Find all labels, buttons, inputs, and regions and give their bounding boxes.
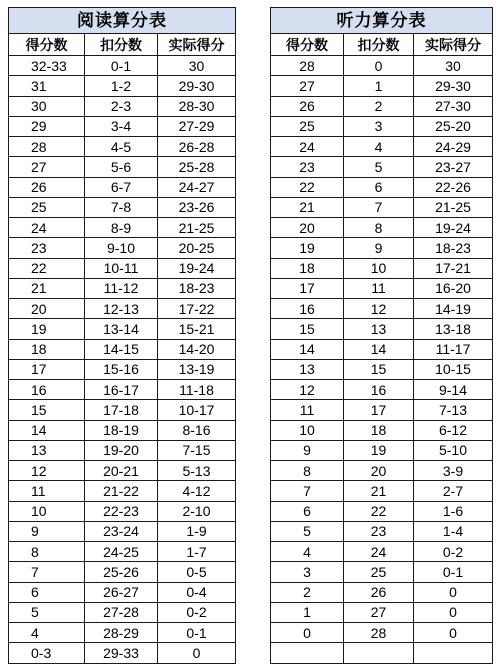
actual-score-cell: 1-7 xyxy=(158,542,236,562)
raw-score-cell: 12 xyxy=(271,380,344,400)
table-row xyxy=(9,623,236,643)
table-row xyxy=(9,218,236,238)
actual-score-cell: 10-15 xyxy=(414,359,493,379)
actual-score-cell: 0-1 xyxy=(158,623,236,643)
table-row xyxy=(271,238,493,258)
actual-score-cell: 1-9 xyxy=(158,521,236,541)
actual-score-cell: 27-29 xyxy=(158,116,236,136)
table-row xyxy=(271,400,493,420)
actual-score-cell: 7-15 xyxy=(158,440,236,460)
deduction-cell: 9-10 xyxy=(85,238,158,258)
table-row xyxy=(271,420,493,440)
raw-score-cell: 22 xyxy=(271,177,344,197)
deduction-cell: 26-27 xyxy=(85,582,158,602)
raw-score-cell: 19 xyxy=(9,319,85,339)
reading-header-actual: 实际得分 xyxy=(158,34,236,56)
raw-score-cell: 6 xyxy=(9,582,85,602)
table-row xyxy=(9,380,236,400)
table-row xyxy=(271,299,493,319)
deduction-cell: 20 xyxy=(344,461,414,481)
raw-score-cell: 26 xyxy=(271,96,344,116)
actual-score-cell: 7-13 xyxy=(414,400,493,420)
raw-score-cell: 6 xyxy=(271,501,344,521)
raw-score-cell: 5 xyxy=(9,602,85,622)
raw-score-cell: 15 xyxy=(271,319,344,339)
raw-score-cell: 17 xyxy=(9,359,85,379)
actual-score-cell: 13-18 xyxy=(414,319,493,339)
actual-score-cell: 23-26 xyxy=(158,197,236,217)
table-row xyxy=(271,440,493,460)
table-row xyxy=(271,56,493,76)
table-row xyxy=(9,542,236,562)
actual-score-cell: 2-7 xyxy=(414,481,493,501)
deduction-cell: 27-28 xyxy=(85,602,158,622)
table-row xyxy=(271,76,493,96)
table-row xyxy=(271,461,493,481)
actual-score-cell: 10-17 xyxy=(158,400,236,420)
actual-score-cell: 26-28 xyxy=(158,137,236,157)
table-row xyxy=(271,643,493,663)
deduction-cell: 25 xyxy=(344,562,414,582)
table-row xyxy=(271,602,493,622)
deduction-cell: 11-12 xyxy=(85,278,158,298)
raw-score-cell: 23 xyxy=(9,238,85,258)
deduction-cell: 13 xyxy=(344,319,414,339)
deduction-cell: 5-6 xyxy=(85,157,158,177)
table-row xyxy=(271,359,493,379)
deduction-cell: 8 xyxy=(344,218,414,238)
table-row xyxy=(9,501,236,521)
deduction-cell: 10-11 xyxy=(85,258,158,278)
deduction-cell: 8-9 xyxy=(85,218,158,238)
table-row xyxy=(271,278,493,298)
raw-score-cell: 3 xyxy=(271,562,344,582)
table-row xyxy=(271,481,493,501)
actual-score-cell: 13-19 xyxy=(158,359,236,379)
raw-score-cell: 30 xyxy=(9,96,85,116)
raw-score-cell: 19 xyxy=(271,238,344,258)
deduction-cell: 21 xyxy=(344,481,414,501)
deduction-cell: 11 xyxy=(344,278,414,298)
raw-score-cell: 4 xyxy=(271,542,344,562)
deduction-cell: 3-4 xyxy=(85,116,158,136)
deduction-cell: 6-7 xyxy=(85,177,158,197)
actual-score-cell: 3-9 xyxy=(414,461,493,481)
actual-score-cell: 6-12 xyxy=(414,420,493,440)
actual-score-cell: 14-19 xyxy=(414,299,493,319)
table-row xyxy=(9,278,236,298)
deduction-cell: 24-25 xyxy=(85,542,158,562)
actual-score-cell: 23-27 xyxy=(414,157,493,177)
deduction-cell: 25-26 xyxy=(85,562,158,582)
raw-score-cell: 29 xyxy=(9,116,85,136)
deduction-cell: 7-8 xyxy=(85,197,158,217)
raw-score-cell: 12 xyxy=(9,461,85,481)
listening-header-raw: 得分数 xyxy=(271,34,344,56)
raw-score-cell: 5 xyxy=(271,521,344,541)
deduction-cell: 29-33 xyxy=(85,643,158,663)
actual-score-cell: 20-25 xyxy=(158,238,236,258)
raw-score-cell: 27 xyxy=(271,76,344,96)
actual-score-cell: 30 xyxy=(414,56,493,76)
table-row xyxy=(271,339,493,359)
actual-score-cell: 28-30 xyxy=(158,96,236,116)
table-row xyxy=(9,157,236,177)
raw-score-cell: 28 xyxy=(9,137,85,157)
listening-header-row xyxy=(271,34,493,56)
raw-score-cell: 21 xyxy=(271,197,344,217)
actual-score-cell: 18-23 xyxy=(158,278,236,298)
raw-score-cell: 8 xyxy=(271,461,344,481)
table-row xyxy=(271,116,493,136)
actual-score-cell: 21-25 xyxy=(158,218,236,238)
table-row xyxy=(9,481,236,501)
table-row xyxy=(271,521,493,541)
deduction-cell: 15-16 xyxy=(85,359,158,379)
raw-score-cell: 7 xyxy=(9,562,85,582)
actual-score-cell: 0-2 xyxy=(158,602,236,622)
raw-score-cell: 18 xyxy=(271,258,344,278)
table-row xyxy=(271,623,493,643)
table-row xyxy=(271,137,493,157)
raw-score-cell: 23 xyxy=(271,157,344,177)
table-row xyxy=(271,177,493,197)
table-row xyxy=(9,177,236,197)
deduction-cell: 17 xyxy=(344,400,414,420)
listening-score-table xyxy=(270,7,493,664)
actual-score-cell: 0 xyxy=(414,582,493,602)
raw-score-cell: 14 xyxy=(271,339,344,359)
deduction-cell: 22 xyxy=(344,501,414,521)
table-row xyxy=(9,299,236,319)
raw-score-cell: 1 xyxy=(271,602,344,622)
table-row xyxy=(271,96,493,116)
actual-score-cell: 8-16 xyxy=(158,420,236,440)
deduction-cell: 20-21 xyxy=(85,461,158,481)
actual-score-cell: 22-26 xyxy=(414,177,493,197)
listening-title-row xyxy=(271,8,493,34)
raw-score-cell: 7 xyxy=(271,481,344,501)
raw-score-cell: 10 xyxy=(271,420,344,440)
table-row xyxy=(9,137,236,157)
raw-score-cell: 11 xyxy=(9,481,85,501)
deduction-cell: 23 xyxy=(344,521,414,541)
reading-score-table xyxy=(8,7,236,664)
table-row xyxy=(271,562,493,582)
deduction-cell: 26 xyxy=(344,582,414,602)
raw-score-cell: 0-3 xyxy=(9,643,85,663)
reading-header-row xyxy=(9,34,236,56)
reading-table-body xyxy=(9,56,236,664)
deduction-cell: 4-5 xyxy=(85,137,158,157)
deduction-cell: 18-19 xyxy=(85,420,158,440)
actual-score-cell: 30 xyxy=(158,56,236,76)
table-row xyxy=(9,56,236,76)
raw-score-cell: 25 xyxy=(9,197,85,217)
deduction-cell: 10 xyxy=(344,258,414,278)
table-row xyxy=(9,643,236,663)
actual-score-cell: 0-4 xyxy=(158,582,236,602)
raw-score-cell: 20 xyxy=(271,218,344,238)
raw-score-cell: 14 xyxy=(9,420,85,440)
raw-score-cell: 31 xyxy=(9,76,85,96)
table-row xyxy=(9,339,236,359)
table-row xyxy=(9,562,236,582)
deduction-cell: 2 xyxy=(344,96,414,116)
raw-score-cell: 13 xyxy=(9,440,85,460)
raw-score-cell: 20 xyxy=(9,299,85,319)
deduction-cell: 12-13 xyxy=(85,299,158,319)
table-row xyxy=(9,582,236,602)
deduction-cell: 14-15 xyxy=(85,339,158,359)
deduction-cell: 4 xyxy=(344,137,414,157)
deduction-cell: 3 xyxy=(344,116,414,136)
actual-score-cell: 17-22 xyxy=(158,299,236,319)
deduction-cell: 14 xyxy=(344,339,414,359)
deduction-cell: 1 xyxy=(344,76,414,96)
table-row xyxy=(9,461,236,481)
actual-score-cell: 27-30 xyxy=(414,96,493,116)
actual-score-cell: 17-21 xyxy=(414,258,493,278)
table-row xyxy=(9,319,236,339)
table-row xyxy=(9,116,236,136)
raw-score-cell: 4 xyxy=(9,623,85,643)
deduction-cell: 28-29 xyxy=(85,623,158,643)
raw-score-cell: 21 xyxy=(9,278,85,298)
actual-score-cell: 24-27 xyxy=(158,177,236,197)
deduction-cell: 28 xyxy=(344,623,414,643)
deduction-cell: 15 xyxy=(344,359,414,379)
table-row xyxy=(271,501,493,521)
listening-table-title: 听力算分表 xyxy=(271,8,493,34)
listening-header-deduct: 扣分数 xyxy=(344,34,414,56)
raw-score-cell: 16 xyxy=(271,299,344,319)
table-row xyxy=(9,521,236,541)
deduction-cell: 19-20 xyxy=(85,440,158,460)
actual-score-cell: 18-23 xyxy=(414,238,493,258)
actual-score-cell: 19-24 xyxy=(414,218,493,238)
table-row xyxy=(271,218,493,238)
deduction-cell: 19 xyxy=(344,440,414,460)
actual-score-cell: 0-5 xyxy=(158,562,236,582)
actual-score-cell: 11-18 xyxy=(158,380,236,400)
reading-table-title: 阅读算分表 xyxy=(9,8,236,34)
actual-score-cell: 25-28 xyxy=(158,157,236,177)
raw-score-cell: 16 xyxy=(9,380,85,400)
raw-score-cell: 9 xyxy=(9,521,85,541)
deduction-cell: 12 xyxy=(344,299,414,319)
deduction-cell: 13-14 xyxy=(85,319,158,339)
table-row xyxy=(9,359,236,379)
deduction-cell: 27 xyxy=(344,602,414,622)
deduction-cell: 16 xyxy=(344,380,414,400)
table-row xyxy=(9,420,236,440)
raw-score-cell: 24 xyxy=(9,218,85,238)
deduction-cell xyxy=(344,643,414,663)
table-row xyxy=(9,76,236,96)
actual-score-cell: 2-10 xyxy=(158,501,236,521)
actual-score-cell: 5-10 xyxy=(414,440,493,460)
deduction-cell: 0-1 xyxy=(85,56,158,76)
raw-score-cell: 17 xyxy=(271,278,344,298)
raw-score-cell: 2 xyxy=(271,582,344,602)
actual-score-cell: 15-21 xyxy=(158,319,236,339)
table-row xyxy=(9,96,236,116)
raw-score-cell: 25 xyxy=(271,116,344,136)
table-row xyxy=(9,197,236,217)
reading-header-deduct: 扣分数 xyxy=(85,34,158,56)
raw-score-cell: 0 xyxy=(271,623,344,643)
table-row xyxy=(9,400,236,420)
raw-score-cell: 26 xyxy=(9,177,85,197)
reading-title-row xyxy=(9,8,236,34)
actual-score-cell: 1-6 xyxy=(414,501,493,521)
reading-header-raw: 得分数 xyxy=(9,34,85,56)
deduction-cell: 24 xyxy=(344,542,414,562)
raw-score-cell: 24 xyxy=(271,137,344,157)
raw-score-cell: 8 xyxy=(9,542,85,562)
listening-header-actual: 实际得分 xyxy=(414,34,493,56)
raw-score-cell: 11 xyxy=(271,400,344,420)
deduction-cell: 16-17 xyxy=(85,380,158,400)
deduction-cell: 2-3 xyxy=(85,96,158,116)
raw-score-cell: 28 xyxy=(271,56,344,76)
table-row xyxy=(271,258,493,278)
actual-score-cell: 29-30 xyxy=(414,76,493,96)
table-row xyxy=(271,157,493,177)
raw-score-cell: 27 xyxy=(9,157,85,177)
actual-score-cell: 16-20 xyxy=(414,278,493,298)
actual-score-cell: 4-12 xyxy=(158,481,236,501)
actual-score-cell: 11-17 xyxy=(414,339,493,359)
actual-score-cell: 0 xyxy=(158,643,236,663)
deduction-cell: 23-24 xyxy=(85,521,158,541)
deduction-cell: 6 xyxy=(344,177,414,197)
deduction-cell: 21-22 xyxy=(85,481,158,501)
deduction-cell: 9 xyxy=(344,238,414,258)
raw-score-cell: 15 xyxy=(9,400,85,420)
listening-table-body xyxy=(271,56,493,664)
raw-score-cell: 9 xyxy=(271,440,344,460)
table-row xyxy=(271,582,493,602)
deduction-cell: 18 xyxy=(344,420,414,440)
actual-score-cell: 9-14 xyxy=(414,380,493,400)
raw-score-cell xyxy=(271,643,344,663)
raw-score-cell: 22 xyxy=(9,258,85,278)
table-row xyxy=(9,440,236,460)
actual-score-cell: 14-20 xyxy=(158,339,236,359)
actual-score-cell: 1-4 xyxy=(414,521,493,541)
actual-score-cell: 19-24 xyxy=(158,258,236,278)
actual-score-cell: 24-29 xyxy=(414,137,493,157)
table-row xyxy=(271,542,493,562)
raw-score-cell: 10 xyxy=(9,501,85,521)
table-row xyxy=(9,258,236,278)
actual-score-cell: 29-30 xyxy=(158,76,236,96)
deduction-cell: 7 xyxy=(344,197,414,217)
actual-score-cell: 21-25 xyxy=(414,197,493,217)
raw-score-cell: 13 xyxy=(271,359,344,379)
actual-score-cell: 5-13 xyxy=(158,461,236,481)
table-row xyxy=(271,197,493,217)
deduction-cell: 22-23 xyxy=(85,501,158,521)
deduction-cell: 1-2 xyxy=(85,76,158,96)
actual-score-cell xyxy=(414,643,493,663)
deduction-cell: 17-18 xyxy=(85,400,158,420)
deduction-cell: 5 xyxy=(344,157,414,177)
raw-score-cell: 18 xyxy=(9,339,85,359)
actual-score-cell: 25-20 xyxy=(414,116,493,136)
actual-score-cell: 0 xyxy=(414,602,493,622)
table-row xyxy=(271,319,493,339)
table-row xyxy=(9,238,236,258)
actual-score-cell: 0 xyxy=(414,623,493,643)
actual-score-cell: 0-2 xyxy=(414,542,493,562)
actual-score-cell: 0-1 xyxy=(414,562,493,582)
raw-score-cell: 32-33 xyxy=(9,56,85,76)
table-row xyxy=(9,602,236,622)
deduction-cell: 0 xyxy=(344,56,414,76)
table-row xyxy=(271,380,493,400)
